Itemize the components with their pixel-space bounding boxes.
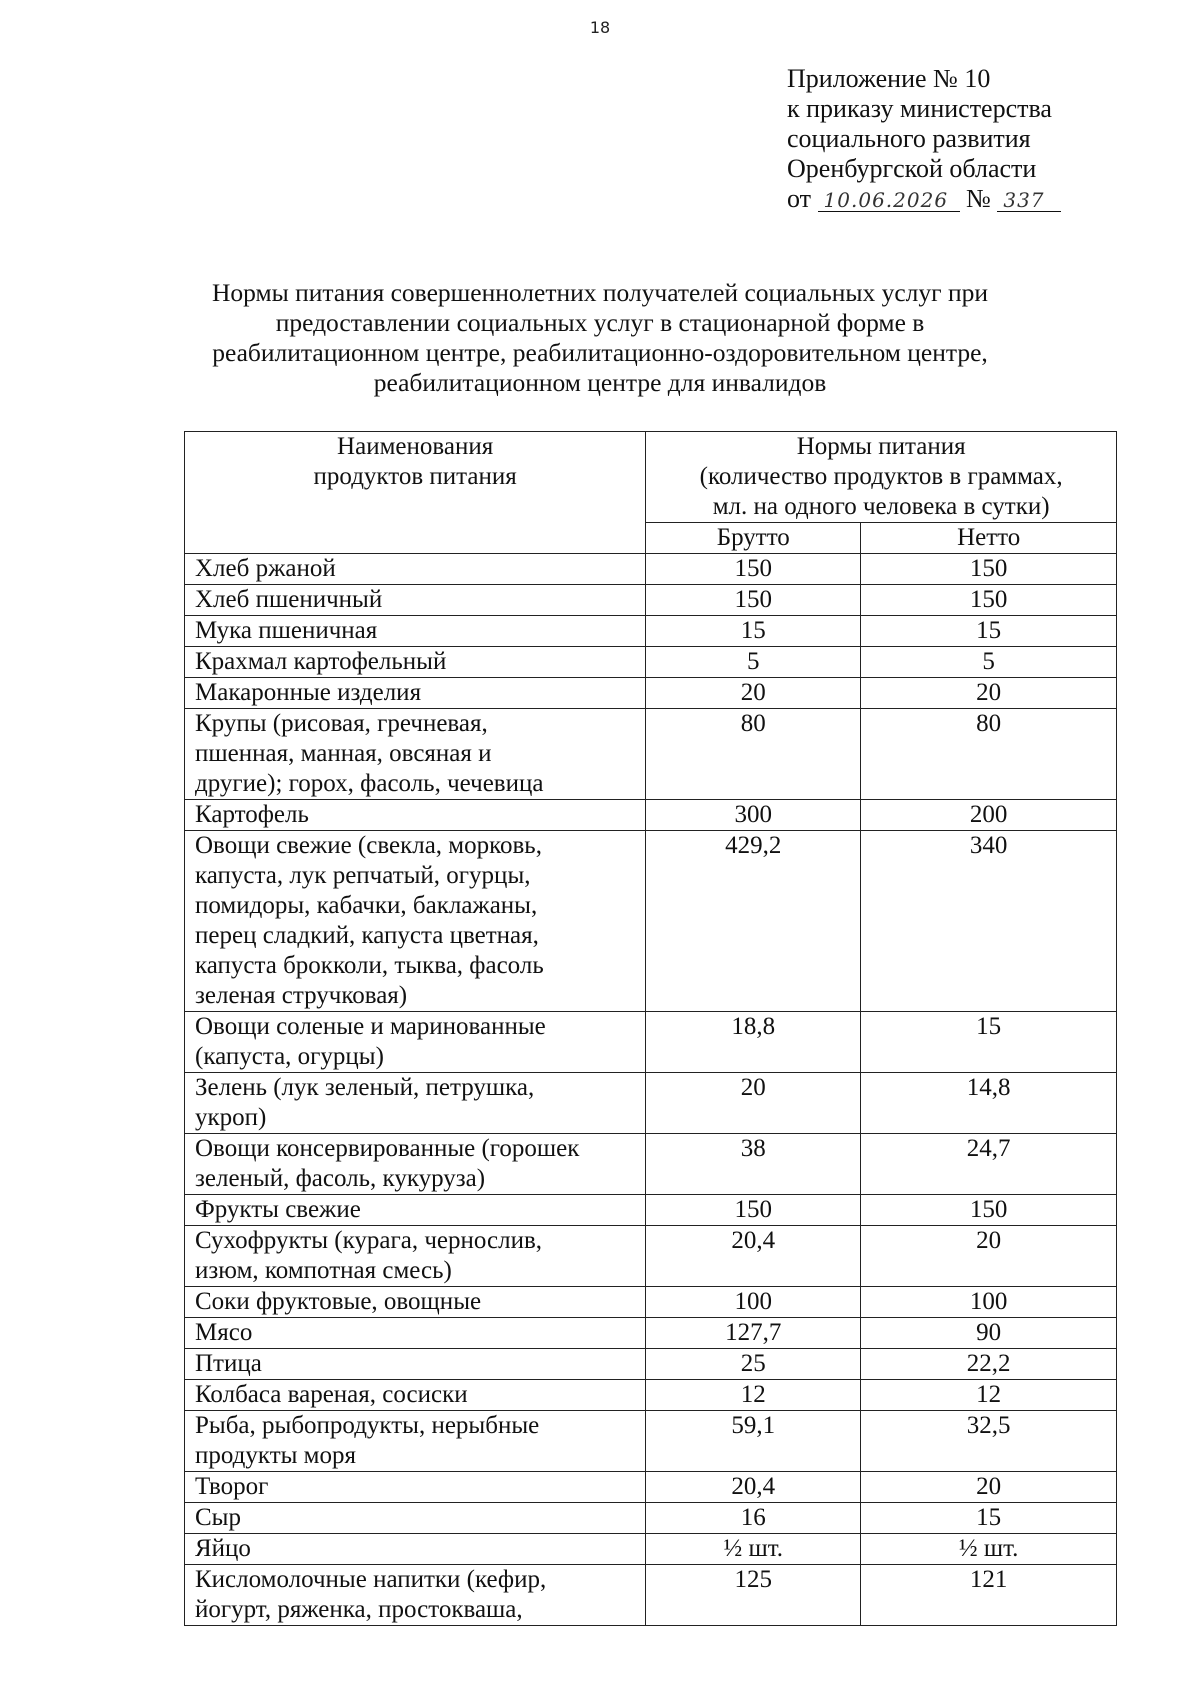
product-name-cell — [185, 1503, 646, 1534]
net-value: 150 — [861, 585, 1117, 616]
product-name-cell — [185, 1318, 646, 1349]
table-row — [185, 1380, 1117, 1411]
product-name-line: перец сладкий, капуста цветная, — [195, 922, 539, 949]
table-row — [185, 1411, 1117, 1472]
net-value: 32,5 — [861, 1411, 1117, 1472]
product-name-line: Колбаса вареная, сосиски — [195, 1381, 468, 1408]
header-net: Нетто — [861, 523, 1117, 554]
product-name-line: Овощи консервированные (горошек — [195, 1135, 580, 1162]
gross-value: 20 — [646, 678, 861, 709]
product-name-line: Творог — [195, 1473, 269, 1500]
net-value: 14,8 — [861, 1073, 1117, 1134]
appendix-line: социального развития — [787, 124, 1031, 153]
table-row — [185, 1503, 1117, 1534]
net-value: 80 — [861, 709, 1117, 800]
product-name-cell — [185, 585, 646, 616]
product-name-line: Яйцо — [195, 1535, 251, 1562]
gross-value: 59,1 — [646, 1411, 861, 1472]
gross-value: 12 — [646, 1380, 861, 1411]
table-row — [185, 800, 1117, 831]
product-name-line: зеленая стручковая) — [195, 982, 408, 1009]
gross-value: 15 — [646, 616, 861, 647]
gross-value: 20,4 — [646, 1226, 861, 1287]
product-name-line: Фрукты свежие — [195, 1196, 361, 1223]
product-name-cell — [185, 1073, 646, 1134]
net-value: 15 — [861, 616, 1117, 647]
product-name-line: Птица — [195, 1350, 262, 1377]
table-row — [185, 709, 1117, 800]
appendix-line: к приказу министерства — [787, 94, 1052, 123]
table-row — [185, 585, 1117, 616]
net-value: 24,7 — [861, 1134, 1117, 1195]
number-label: № — [966, 184, 991, 213]
table-header-row — [185, 432, 1117, 523]
net-value: 12 — [861, 1380, 1117, 1411]
table-row — [185, 678, 1117, 709]
header-norms — [646, 432, 1117, 523]
product-name-line: Соки фруктовые, овощные — [195, 1288, 482, 1315]
appendix-line: Оренбургской области — [787, 154, 1037, 183]
product-name-line: (капуста, огурцы) — [195, 1043, 384, 1070]
net-value: 121 — [861, 1565, 1117, 1626]
product-name-cell — [185, 1287, 646, 1318]
product-name-line: Хлеб ржаной — [195, 555, 336, 582]
product-name-line: Сыр — [195, 1504, 241, 1531]
table-row — [185, 1073, 1117, 1134]
from-label: от — [787, 184, 812, 213]
product-name-line: капуста брокколи, тыква, фасоль — [195, 952, 544, 979]
product-name-cell — [185, 1349, 646, 1380]
product-name-line: укроп) — [195, 1104, 267, 1131]
table-row — [185, 1349, 1117, 1380]
net-value: 22,2 — [861, 1349, 1117, 1380]
page-number: 18 — [589, 18, 611, 37]
title-line: реабилитационном центре для инвалидов — [373, 368, 827, 397]
gross-value: 16 — [646, 1503, 861, 1534]
net-value: 15 — [861, 1012, 1117, 1073]
product-name-line: Зелень (лук зеленый, петрушка, — [195, 1074, 535, 1101]
product-name-line: Рыба, рыбопродукты, нерыбные — [195, 1412, 540, 1439]
handwritten-date: 10.06.2026 — [818, 189, 960, 212]
table-row — [185, 1012, 1117, 1073]
table-row — [185, 1134, 1117, 1195]
gross-value: 38 — [646, 1134, 861, 1195]
nutrition-norms-table — [184, 431, 1117, 1626]
net-value: 200 — [861, 800, 1117, 831]
product-name-cell — [185, 709, 646, 800]
product-name-cell — [185, 678, 646, 709]
product-name-line: Сухофрукты (курага, чернослив, — [195, 1227, 542, 1254]
table-row — [185, 1565, 1117, 1626]
product-name-cell — [185, 1134, 646, 1195]
appendix-line: Приложение № 10 — [787, 64, 991, 93]
product-name-cell — [185, 800, 646, 831]
product-name-line: Овощи свежие (свекла, морковь, — [195, 832, 542, 859]
product-name-cell — [185, 1380, 646, 1411]
product-name-line: помидоры, кабачки, баклажаны, — [195, 892, 538, 919]
product-name-line: Хлеб пшеничный — [195, 586, 383, 613]
product-name-cell — [185, 1565, 646, 1626]
product-name-line: Мука пшеничная — [195, 617, 378, 644]
gross-value: 20,4 — [646, 1472, 861, 1503]
product-name-line: Макаронные изделия — [195, 679, 422, 706]
gross-value: 20 — [646, 1073, 861, 1134]
gross-value: 300 — [646, 800, 861, 831]
gross-value: ½ шт. — [646, 1534, 861, 1565]
product-name-cell — [185, 554, 646, 585]
product-name-cell — [185, 831, 646, 1012]
product-name-line: другие); горох, фасоль, чечевица — [195, 770, 544, 797]
net-value: 20 — [861, 678, 1117, 709]
net-value: 100 — [861, 1287, 1117, 1318]
gross-value: 150 — [646, 554, 861, 585]
table-row — [185, 1287, 1117, 1318]
gross-value: 127,7 — [646, 1318, 861, 1349]
product-name-line: Картофель — [195, 801, 309, 828]
net-value: 5 — [861, 647, 1117, 678]
net-value: ½ шт. — [861, 1534, 1117, 1565]
header-line: продуктов питания — [313, 463, 517, 490]
table-row — [185, 831, 1117, 1012]
table-row — [185, 1226, 1117, 1287]
product-name-line: Мясо — [195, 1319, 253, 1346]
table-row — [185, 1534, 1117, 1565]
gross-value: 5 — [646, 647, 861, 678]
table-row — [185, 1472, 1117, 1503]
table-row — [185, 554, 1117, 585]
header-gross: Брутто — [646, 523, 861, 554]
appendix-date-line — [787, 184, 1061, 214]
product-name-cell — [185, 1012, 646, 1073]
net-value: 20 — [861, 1226, 1117, 1287]
product-name-cell — [185, 1411, 646, 1472]
table-row — [185, 1195, 1117, 1226]
product-name-line: Крупы (рисовая, гречневая, — [195, 710, 488, 737]
product-name-line: йогурт, ряженка, простокваша, — [195, 1596, 523, 1623]
product-name-line: изюм, компотная смесь) — [195, 1257, 452, 1284]
net-value: 340 — [861, 831, 1117, 1012]
gross-value: 100 — [646, 1287, 861, 1318]
product-name-line: капуста, лук репчатый, огурцы, — [195, 862, 531, 889]
table-row — [185, 616, 1117, 647]
header-line: Наименования — [337, 433, 494, 460]
product-name-cell — [185, 1195, 646, 1226]
gross-value: 25 — [646, 1349, 861, 1380]
product-name-cell — [185, 647, 646, 678]
gross-value: 150 — [646, 585, 861, 616]
title-line: предоставлении социальных услуг в стационарной форме в — [275, 308, 925, 337]
net-value: 20 — [861, 1472, 1117, 1503]
product-name-cell — [185, 1226, 646, 1287]
product-name-line: Кисломолочные напитки (кефир, — [195, 1566, 547, 1593]
product-name-line: пшенная, манная, овсяная и — [195, 740, 492, 767]
title-line: реабилитационном центре, реабилитационно-оздоровительном центре, — [212, 338, 988, 367]
net-value: 150 — [861, 554, 1117, 585]
product-name-line: Овощи соленые и маринованные — [195, 1013, 546, 1040]
product-name-cell — [185, 616, 646, 647]
product-name-cell — [185, 1534, 646, 1565]
product-name-cell — [185, 1472, 646, 1503]
net-value: 90 — [861, 1318, 1117, 1349]
gross-value: 18,8 — [646, 1012, 861, 1073]
handwritten-number: 337 — [997, 189, 1061, 212]
gross-value: 150 — [646, 1195, 861, 1226]
product-name-line: продукты моря — [195, 1442, 356, 1469]
net-value: 150 — [861, 1195, 1117, 1226]
product-name-line: Крахмал картофельный — [195, 648, 447, 675]
header-line: мл. на одного человека в сутки) — [712, 493, 1050, 520]
net-value: 15 — [861, 1503, 1117, 1534]
header-line: (количество продуктов в граммах, — [699, 463, 1063, 490]
table-row — [185, 1318, 1117, 1349]
header-line: Нормы питания — [796, 433, 966, 460]
title-line: Нормы питания совершеннолетних получателей социальных услуг при — [211, 278, 989, 307]
appendix-block — [787, 64, 1061, 214]
gross-value: 80 — [646, 709, 861, 800]
document-title — [150, 278, 1050, 398]
product-name-line: зеленый, фасоль, кукуруза) — [195, 1165, 486, 1192]
gross-value: 125 — [646, 1565, 861, 1626]
table-row — [185, 647, 1117, 678]
gross-value: 429,2 — [646, 831, 861, 1012]
header-product-names — [185, 432, 646, 554]
